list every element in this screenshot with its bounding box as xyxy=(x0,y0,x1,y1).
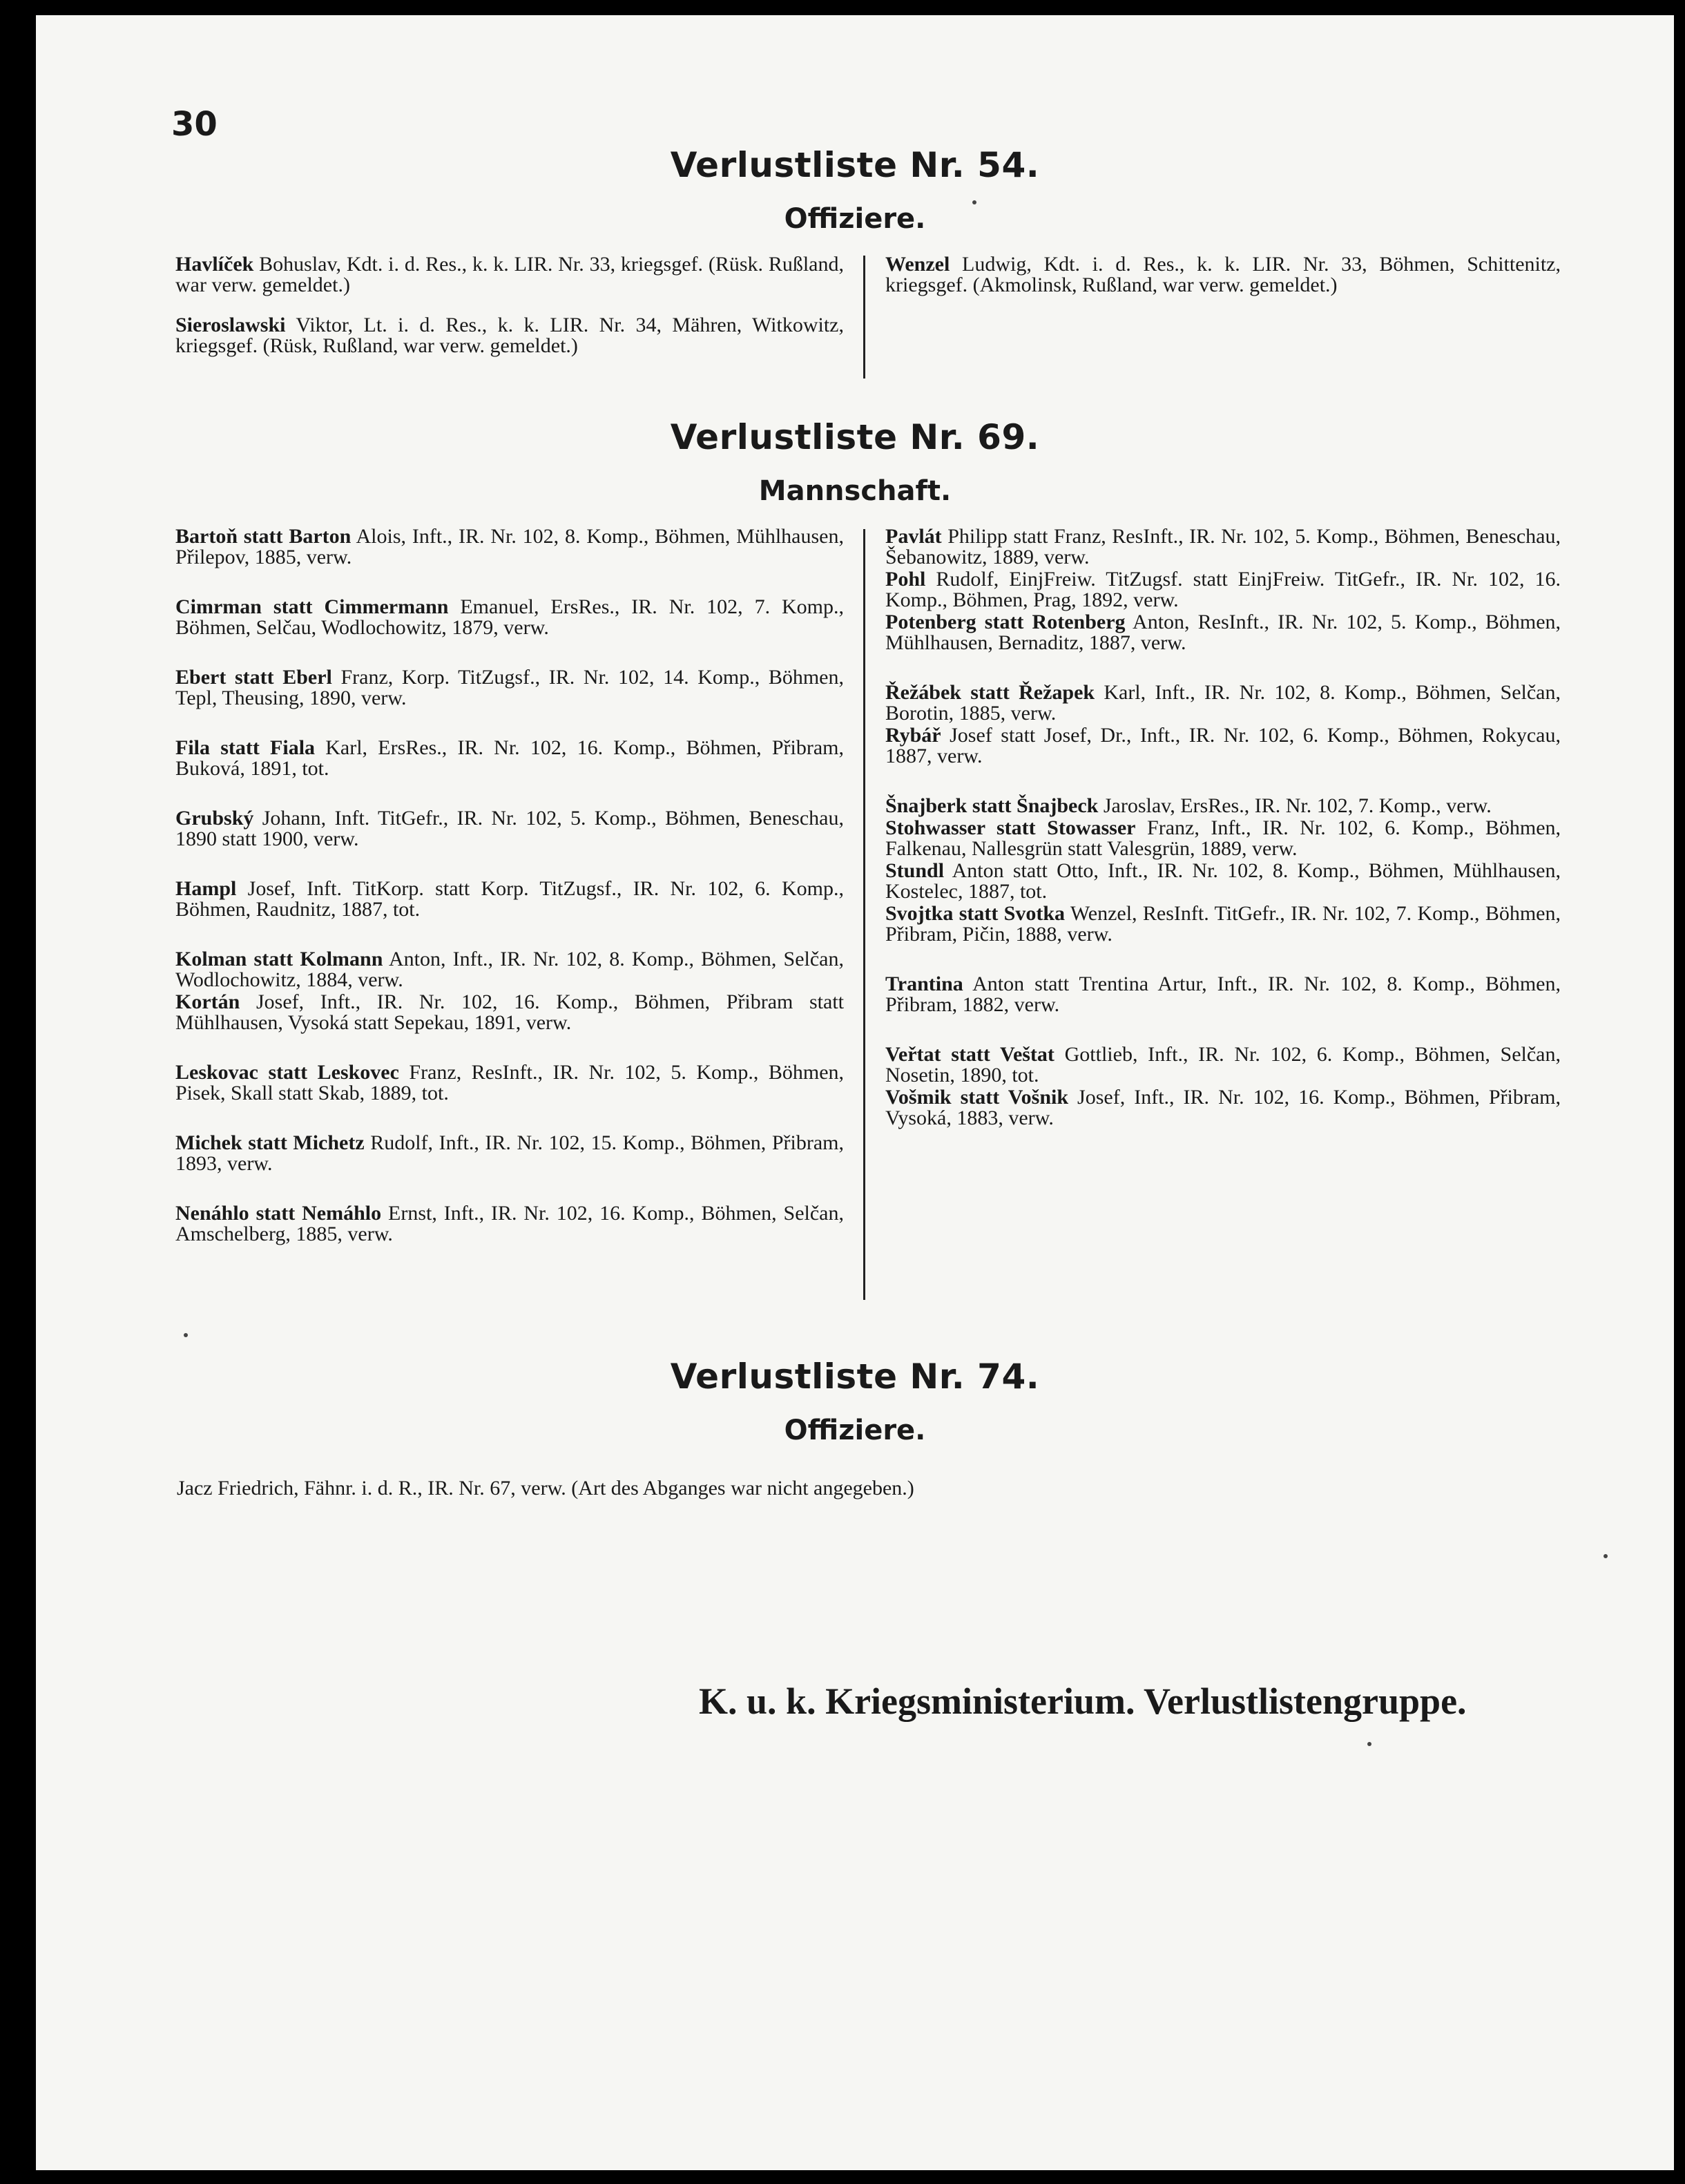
entry-text: Josef, Inft., IR. Nr. 102, 16. Komp., Böhmen, Přibram, Vysoká, 1883, verw. xyxy=(885,1086,1561,1129)
entry-text: Anton, ResInft., IR. Nr. 102, 5. Komp., Böhmen, Mühlhausen, Bernaditz, 1887, verw. xyxy=(885,611,1561,654)
list-entry xyxy=(175,738,844,779)
list-entry xyxy=(885,796,1561,816)
list-entry xyxy=(885,818,1561,859)
scan-speck xyxy=(972,200,976,204)
entry-name: Veřtat statt Veštat xyxy=(885,1043,1055,1066)
section-54-right-column xyxy=(885,254,1561,296)
entry-name: Potenberg statt Rotenberg xyxy=(885,611,1126,633)
entry-text: Anton statt Trentina Artur, Inft., IR. Nr. 102, 8. Komp., Böhmen, Přibram, 1882, verw. xyxy=(885,973,1561,1016)
section-69-right-column xyxy=(885,526,1561,1129)
entry-text: Franz, Korp. TitZugsf., IR. Nr. 102, 14. Komp., Böhmen, Tepl, Theusing, 1890, verw. xyxy=(175,666,844,709)
entry-name: Sieroslawski xyxy=(175,314,286,336)
list-entry xyxy=(175,597,844,638)
list-entry xyxy=(885,254,1561,296)
entry-text: Emanuel, ErsRes., IR. Nr. 102, 7. Komp., Böhmen, Selčau, Wodlochowitz, 1879, verw. xyxy=(175,595,844,639)
entry-text: Gottlieb, Inft., IR. Nr. 102, 6. Komp., Böhmen, Selčan, Nosetin, 1890, tot. xyxy=(885,1043,1561,1086)
entry-text: Bohuslav, Kdt. i. d. Res., k. k. LIR. Nr. 33, kriegsgef. (Rüsk. Rußland, war verw. gemeldet.) xyxy=(175,253,844,296)
entry-text: Josef, Inft., IR. Nr. 102, 16. Komp., Böhmen, Přibram statt Mühlhausen, Vysoká statt Sepekau, 1891, verw. xyxy=(175,990,844,1034)
list-entry xyxy=(885,569,1561,611)
list-entry xyxy=(885,1044,1561,1086)
list-entry xyxy=(175,1133,844,1174)
column-divider xyxy=(863,529,865,1300)
section-54-left-column xyxy=(175,254,844,356)
list-entry xyxy=(885,1087,1561,1129)
list-entry xyxy=(175,1062,844,1104)
entry-text: Philipp statt Franz, ResInft., IR. Nr. 102, 5. Komp., Böhmen, Beneschau, Šebanowitz, 1889, verw. xyxy=(885,525,1561,568)
entry-text: Franz, Inft., IR. Nr. 102, 6. Komp., Böhmen, Falkenau, Nallesgrün statt Valesgrün, 1889, verw. xyxy=(885,816,1561,860)
entry-name: Kortán xyxy=(175,990,240,1013)
entry-name: Ebert statt Eberl xyxy=(175,666,332,689)
list-entry xyxy=(175,808,844,850)
entry-name: Trantina xyxy=(885,973,963,995)
entry-text: Rudolf, Inft., IR. Nr. 102, 15. Komp., Böhmen, Přibram, 1893, verw. xyxy=(175,1131,844,1175)
list-entry xyxy=(885,682,1561,724)
list-entry xyxy=(175,1203,844,1245)
entry-name: Stundl xyxy=(885,859,945,882)
entry-name: Hampl xyxy=(175,877,237,900)
list-entry xyxy=(175,254,844,296)
entry-text: Karl, Inft., IR. Nr. 102, 8. Komp., Böhmen, Selčan, Borotin, 1885, verw. xyxy=(885,681,1561,725)
entry-text: Alois, Inft., IR. Nr. 102, 8. Komp., Böhmen, Mühlhausen, Přilepov, 1885, verw. xyxy=(175,525,844,568)
document-page xyxy=(36,15,1674,2170)
entry-text: Johann, Inft. TitGefr., IR. Nr. 102, 5. Komp., Böhmen, Beneschau, 1890 statt 1900, verw. xyxy=(175,807,844,850)
entry-text: Wenzel, ResInft. TitGefr., IR. Nr. 102, 7. Komp., Böhmen, Přibram, Pičin, 1888, verw. xyxy=(885,902,1561,946)
entry-text: Rudolf, EinjFreiw. TitZugsf. statt EinjFreiw. TitGefr., IR. Nr. 102, 16. Komp., Böhmen, Prag, 1892, verw. xyxy=(885,568,1561,611)
entry-text: Viktor, Lt. i. d. Res., k. k. LIR. Nr. 34, Mähren, Witkowitz, kriegsgef. (Rüsk, Rußland, war verw. gemeldet.) xyxy=(175,314,844,357)
list-entry xyxy=(175,315,844,356)
entry-name: Kolman statt Kolmann xyxy=(175,948,383,970)
entry-name: Rybář xyxy=(885,724,941,747)
list-entry xyxy=(885,974,1561,1015)
list-entry xyxy=(885,612,1561,653)
list-entry xyxy=(175,949,844,990)
entry-name: Michek statt Michetz xyxy=(175,1131,365,1154)
entry-name: Havlíček xyxy=(175,253,254,276)
entry-text: Anton statt Otto, Inft., IR. Nr. 102, 8. Komp., Böhmen, Mühlhausen, Kostelec, 1887, tot. xyxy=(885,859,1561,903)
entry-name: Jacz xyxy=(177,1477,213,1500)
entry-name: Grubský xyxy=(175,807,254,830)
entry-name: Vošmik statt Vošnik xyxy=(885,1086,1069,1109)
entry-name: Wenzel xyxy=(885,253,950,276)
list-entry xyxy=(175,992,844,1033)
entry-text: Jaroslav, ErsRes., IR. Nr. 102, 7. Komp., verw. xyxy=(1098,794,1492,817)
entry-name: Fila statt Fiala xyxy=(175,736,316,759)
entry-text: Franz, ResInft., IR. Nr. 102, 5. Komp., Böhmen, Pisek, Skall statt Skab, 1889, tot. xyxy=(175,1061,845,1104)
entry-text: Karl, ErsRes., IR. Nr. 102, 16. Komp., Böhmen, Přibram, Buková, 1891, tot. xyxy=(175,736,844,780)
entry-name: Šnajberk statt Šnajbeck xyxy=(885,794,1099,817)
entry-name: Svojtka statt Svotka xyxy=(885,902,1066,925)
entry-text: Anton, Inft., IR. Nr. 102, 8. Komp., Böhmen, Selčan, Wodlochowitz, 1884, verw. xyxy=(175,948,844,991)
entry-name: Pavlát xyxy=(885,525,942,548)
section-subtitle-69: Mannschaft. xyxy=(758,475,952,507)
scan-speck xyxy=(1604,1554,1608,1558)
entry-text: Friedrich, Fähnr. i. d. R., IR. Nr. 67, verw. (Art des Abganges war nicht angegeben.) xyxy=(212,1477,914,1500)
section-title-69: Verlustliste Nr. 69. xyxy=(670,417,1040,457)
section-title-54: Verlustliste Nr. 54. xyxy=(670,145,1040,185)
list-entry xyxy=(175,667,844,709)
entry-name: Bartoň statt Barton xyxy=(175,525,352,548)
section-74-entry xyxy=(177,1478,1558,1499)
list-entry xyxy=(885,725,1561,767)
entry-text: Josef statt Josef, Dr., Inft., IR. Nr. 102, 6. Komp., Böhmen, Rokycau, 1887, verw. xyxy=(885,724,1561,767)
scan-speck xyxy=(1367,1742,1371,1746)
column-divider xyxy=(863,256,865,379)
signature: K. u. k. Kriegsministerium. Verlustlistengruppe. xyxy=(699,1680,1467,1722)
scan-speck xyxy=(184,1333,188,1337)
list-entry xyxy=(885,526,1561,568)
list-entry xyxy=(885,861,1561,902)
section-title-74: Verlustliste Nr. 74. xyxy=(670,1357,1040,1397)
entry-name: Stohwasser statt Stowasser xyxy=(885,816,1136,839)
section-69-left-column xyxy=(175,526,844,1245)
entry-text: Ernst, Inft., IR. Nr. 102, 16. Komp., Böhmen, Selčan, Amschelberg, 1885, verw. xyxy=(175,1202,844,1245)
entry-name: Pohl xyxy=(885,568,926,591)
entry-name: Cimrman statt Cimmermann xyxy=(175,595,449,618)
list-entry xyxy=(175,526,844,568)
list-entry xyxy=(175,879,844,920)
entry-name: Řežábek statt Řežapek xyxy=(885,681,1095,704)
section-subtitle-54: Offiziere. xyxy=(784,203,926,235)
page-number: 30 xyxy=(171,105,218,144)
entry-text: Ludwig, Kdt. i. d. Res., k. k. LIR. Nr. 33, Böhmen, Schittenitz, kriegsgef. (Akmolinsk, Rußland, war verw. gemeldet.) xyxy=(885,253,1561,296)
section-subtitle-74: Offiziere. xyxy=(784,1415,926,1446)
entry-text: Josef, Inft. TitKorp. statt Korp. TitZugsf., IR. Nr. 102, 6. Komp., Böhmen, Raudnitz, 1887, tot. xyxy=(175,877,844,921)
list-entry xyxy=(885,903,1561,945)
entry-name: Leskovac statt Leskovec xyxy=(175,1061,399,1084)
entry-name: Nenáhlo statt Nemáhlo xyxy=(175,1202,382,1225)
